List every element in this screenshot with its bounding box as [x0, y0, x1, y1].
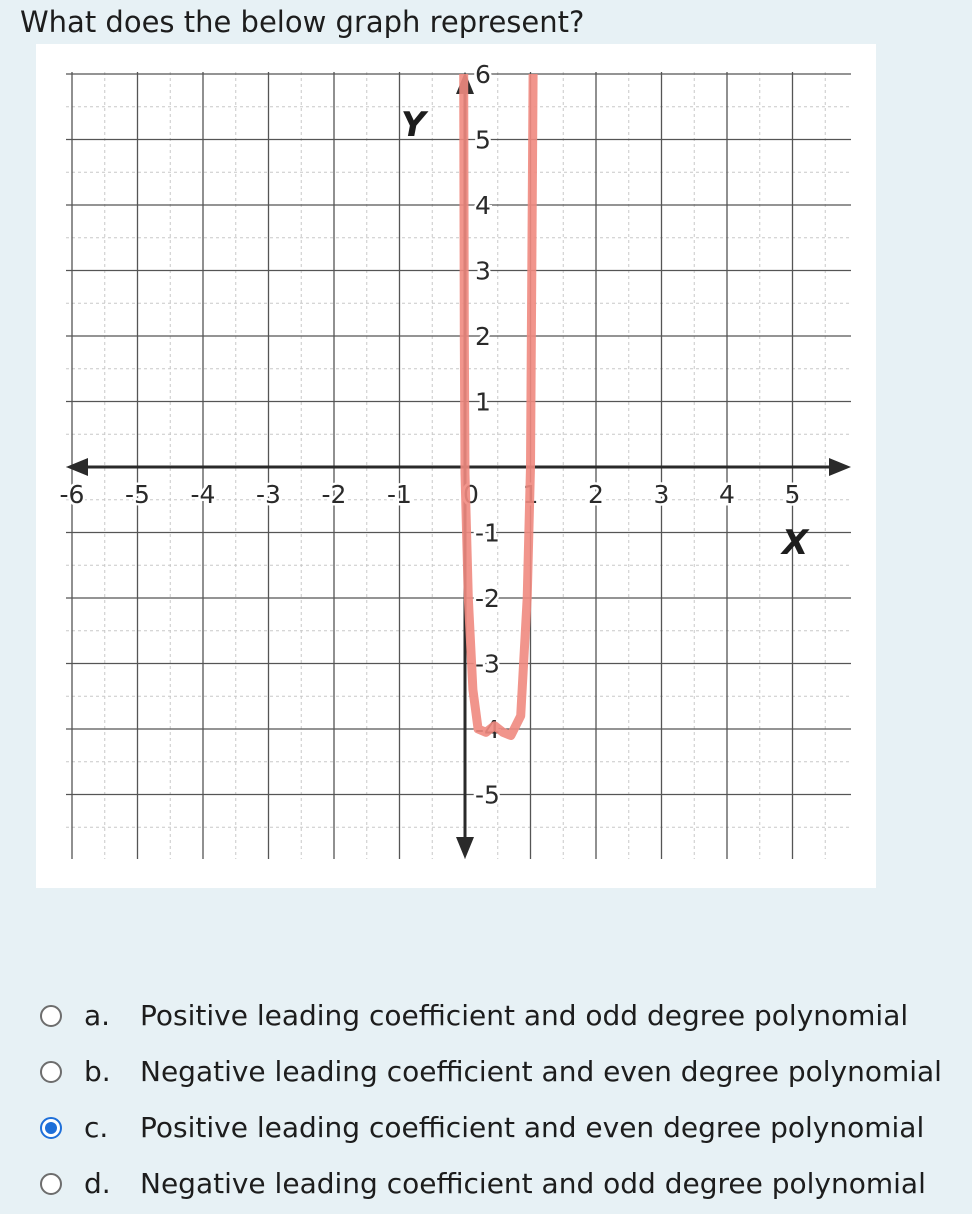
option-d-text[interactable]: Negative leading coefficient and odd degree polynomial [140, 1167, 926, 1200]
y-tick-label: 2 [475, 322, 491, 351]
option-d-letter: d. [84, 1167, 111, 1200]
radio-c-selected[interactable] [40, 1117, 62, 1139]
option-d[interactable] [0, 1158, 972, 1214]
x-tick-label: -1 [387, 480, 412, 509]
y-tick-label: -3 [475, 649, 500, 679]
x-tick-label: 4 [719, 480, 735, 509]
x-tick-label: 3 [653, 480, 670, 509]
y-tick-label: -5 [475, 780, 500, 810]
graph-image [36, 44, 876, 888]
polynomial-graph [36, 44, 876, 888]
y-tick-label: -1 [475, 518, 500, 548]
x-tick-label: -2 [321, 480, 347, 509]
option-a-letter: a. [84, 999, 111, 1032]
y-tick-label: 4 [475, 191, 491, 220]
radio-b[interactable] [40, 1061, 62, 1083]
option-b-text[interactable]: Negative leading coefficient and even degree polynomial [140, 1055, 942, 1088]
y-tick-label: 1 [475, 387, 491, 417]
x-tick-label: -5 [125, 480, 150, 509]
question-text: What does the below graph represent? [20, 5, 585, 39]
y-axis-label: Y [401, 105, 426, 145]
x-tick-label: 1 [522, 480, 539, 509]
x-axis-label: X [782, 523, 809, 563]
x-tick-label: 2 [588, 480, 604, 509]
y-tick-label: -2 [475, 584, 500, 613]
axes [66, 72, 851, 859]
option-a-text[interactable]: Positive leading coefficient and odd degree polynomial [140, 999, 909, 1032]
option-b-letter: b. [84, 1055, 111, 1088]
y-axis-down-arrow [456, 837, 474, 859]
y-tick-label: 3 [475, 256, 491, 286]
option-c[interactable] [0, 1102, 972, 1158]
x-tick-label: 5 [784, 480, 801, 509]
x-tick-label: -6 [59, 480, 85, 509]
x-tick-label: -3 [256, 480, 281, 509]
y-tick-label: -4 [475, 715, 500, 744]
x-tick-label: -4 [190, 480, 216, 509]
y-tick-label: 6 [475, 60, 491, 89]
x-tick-label: 0 [463, 480, 479, 509]
radio-d[interactable] [40, 1173, 62, 1195]
radio-a[interactable] [40, 1005, 62, 1027]
y-tick-label: 5 [475, 125, 491, 155]
option-c-text[interactable]: Positive leading coefficient and even degree polynomial [140, 1111, 925, 1144]
option-b[interactable] [0, 1046, 972, 1102]
option-a[interactable] [0, 990, 972, 1046]
x-axis-left-arrow [66, 458, 88, 476]
option-c-letter: c. [84, 1111, 109, 1144]
x-axis-right-arrow [829, 458, 851, 476]
